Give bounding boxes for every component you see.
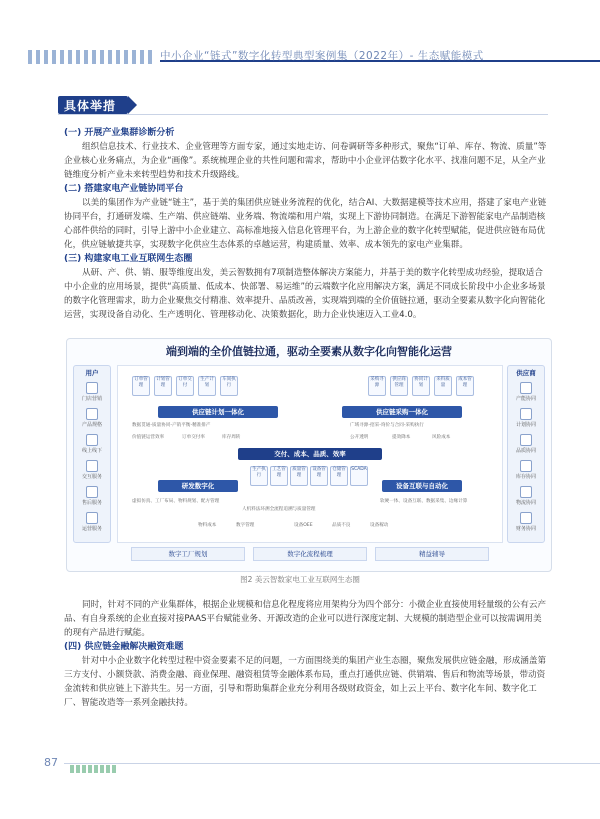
diagram-note: 数字管理 bbox=[236, 523, 255, 528]
quality-icon bbox=[520, 434, 532, 446]
bottom-service-2: 数字化流程梳理 bbox=[253, 547, 367, 561]
module-box: 采购寻源 bbox=[368, 376, 386, 396]
procure-integration-pill: 供应链采购一体化 bbox=[342, 406, 462, 418]
module-box: 计划管理 bbox=[154, 376, 172, 396]
aftersale-icon bbox=[86, 486, 98, 498]
diagram-note: 数据贯通-质量协同-产销平衡-精准排产 bbox=[132, 423, 211, 428]
diagram-note: 设备OEE bbox=[294, 523, 313, 528]
supplier-lane-item: 财务协同 bbox=[514, 512, 538, 532]
supplier-lane-item: 品质协同 bbox=[514, 434, 538, 454]
module-box: 生产执行 bbox=[250, 466, 268, 486]
plan-integration-pill: 供应链计划一体化 bbox=[158, 406, 278, 418]
supplier-lane bbox=[507, 365, 545, 543]
inventory-icon bbox=[520, 460, 532, 472]
ecosystem-diagram bbox=[66, 338, 552, 572]
paragraph-2: 以美的集团作为产业链“链主”，基于美的集团供应链业务流程的优化，结合AI、大数据建模等技术应用，搭建了家电产业链协同平台，打通研发端、生产端、供应链端、业务端、物流端和用户端，实现上下游协同制造。在满足下游智能家电产品制造核心部件供给的同时，引导上游中小企业建立、高标准地接入信息化管理平台，为上游企业的数字化转型赋能，促进供应链布局优化，供应链敏捷共享，实现数字化供应生态体系的卓越运营，构建质量、效率、成本领先的家电产业集群。 bbox=[64, 198, 547, 250]
header-title: 中小企业“链式”数字化转型典型案例集（2022年）- 生态赋能模式 bbox=[160, 50, 484, 62]
finance-icon bbox=[520, 512, 532, 524]
module-box: 设备管理 bbox=[310, 466, 328, 486]
paragraph-5: 针对中小企业数字化转型过程中资金要素不足的问题，一方面围绕美的集团产业生态圈，聚焦发展供应链金融，形成涵盖第三方支付、小额贷款、消费金融、商业保理、融资租赁等金融体系布局，重点打通供应链、供销端、售后和物流等场景，带动资金流转和供应链上下游共生。另一方面，引导和帮助集群企业充分利用各级财政资金，如上云上平台、数字化车间、数字化工厂、智能改造等一系列金融扶持。 bbox=[64, 656, 547, 708]
module-box: 协同计划 bbox=[412, 376, 430, 396]
module-box: SCADA bbox=[350, 466, 368, 486]
diagram-note: 人机料法环测全流程追溯与质量管理 bbox=[242, 507, 316, 512]
user-lane-item: 门店营销 bbox=[80, 382, 104, 402]
user-lane bbox=[73, 365, 111, 543]
diagram-note: 软硬一体、设备互联、数据采集、边缘计算 bbox=[380, 499, 468, 504]
diagram-note: 公开透明 bbox=[350, 435, 369, 440]
diagram-note: 提效降本 bbox=[392, 435, 411, 440]
supplier-lane-item: 产能协同 bbox=[514, 382, 538, 402]
diagram-note: 价值链运营效率 bbox=[132, 435, 165, 440]
section-divider bbox=[58, 114, 548, 115]
module-box: 生产计划 bbox=[198, 376, 216, 396]
footer-decoration bbox=[70, 758, 118, 777]
lower-text-block bbox=[64, 598, 550, 710]
diagram-note: 风险成本 bbox=[432, 435, 451, 440]
user-lane-item: 产品规格 bbox=[80, 408, 104, 428]
diagram-title: 端到端的全价值链拉通，驱动全要素从数字化向智能化运营 bbox=[166, 345, 452, 358]
diagram-note: 物料成本 bbox=[198, 523, 217, 528]
supplier-lane-item: 物流协同 bbox=[514, 486, 538, 506]
iot-automation-pill: 设备互联与自动化 bbox=[382, 480, 462, 492]
supplier-lane-item: 库存协同 bbox=[514, 460, 538, 480]
subsection-1-heading: (一) 开展产业集群诊断分析 bbox=[64, 128, 175, 138]
supplier-lane-title: 供应商 bbox=[516, 369, 536, 377]
user-lane-title: 用户 bbox=[85, 369, 99, 377]
module-box: 质量管理 bbox=[290, 466, 308, 486]
diagram-note: 品质不良 bbox=[332, 523, 351, 528]
bottom-service-1: 数字工厂规划 bbox=[131, 547, 245, 561]
subsection-4-heading: (四) 供应链金融解决融资难题 bbox=[64, 642, 184, 652]
user-lane-item: 运营服务 bbox=[80, 512, 104, 532]
service-icon bbox=[86, 460, 98, 472]
diagram-note: 库存周转 bbox=[222, 435, 241, 440]
online-icon bbox=[86, 434, 98, 446]
logistics-icon bbox=[520, 486, 532, 498]
diagram-note: 虚拟仿真、工厂布局、物料规划、配方管理 bbox=[132, 499, 220, 504]
section-tag bbox=[58, 96, 140, 114]
page-number: 87 bbox=[44, 756, 58, 769]
section-tag-label: 具体举措 bbox=[64, 99, 117, 113]
module-box: 供应商管理 bbox=[390, 376, 408, 396]
upper-text-block bbox=[64, 126, 550, 322]
module-box: 成本管理 bbox=[456, 376, 474, 396]
paragraph-1: 组织信息技术、行业技术、企业管理等方面专家，通过实地走访、问卷调研等多种形式，聚焦“订单、库存、物流、质量”等企业核心业务痛点，为企业“画像”。系统梳理企业的共性问题和需求，帮助中小企业评估数字化水平、找准问题不足，从全产业链维度分析产业未来转型趋势和技术升级路线。 bbox=[64, 142, 547, 180]
operation-icon bbox=[86, 512, 98, 524]
module-box: 订单管理 bbox=[132, 376, 150, 396]
paragraph-4: 同时，针对不同的产业集群体，根据企业规模和信息化程度将应用架构分为四个部分：小微企业直接使用轻量级的公有云产品、有自身系统的企业直接对接PAAS平台赋能业务、开源改造的企业可以进行深度定制、大规模的制造型企业可以按需调用美的现有产品进行赋能。 bbox=[64, 600, 547, 638]
diagram-note: 广域寻源-招采-询价与合同-采购执行 bbox=[350, 423, 424, 428]
product-icon bbox=[86, 408, 98, 420]
module-box: 来料质量 bbox=[434, 376, 452, 396]
paragraph-3: 从研、产、供、销、服等维度出发，美云智数拥有7项制造整体解决方案能力，并基于美的数字化转型成功经验，提取适合中小企业的应用场景，提供“高质量、低成本、快部署、易运维”的云端数字化应用解决方案，满足不同成长阶段中小企业多场景的数字化管理需求，助力企业聚焦交付精准、效率提升、品质改善，实现端到端的全价值链拉通，驱动全要素从数字化向智能化运营，实现设备自动化、生产透明化、管理移动化、决策数据化，助力企业快速迈入工业4.0。 bbox=[64, 268, 546, 320]
header-decoration bbox=[0, 46, 160, 68]
module-box: 车间执行 bbox=[220, 376, 238, 396]
supplier-lane-item: 计划协同 bbox=[514, 408, 538, 428]
user-lane-item: 线上线下 bbox=[80, 434, 104, 454]
module-box: 工艺管理 bbox=[270, 466, 288, 486]
subsection-2-heading: (二) 搭建家电产业链协同平台 bbox=[64, 184, 184, 194]
bottom-service-3: 精益辅导 bbox=[375, 547, 489, 561]
module-box: 订单交付 bbox=[176, 376, 194, 396]
module-box: 仓储管理 bbox=[330, 466, 348, 486]
footer-rule bbox=[64, 763, 600, 764]
store-icon bbox=[86, 382, 98, 394]
diagram-note: 设备稼动 bbox=[370, 523, 389, 528]
capacity-icon bbox=[520, 382, 532, 394]
rd-digital-pill: 研发数字化 bbox=[158, 480, 238, 492]
plan-icon bbox=[520, 408, 532, 420]
core-value-pill: 交付、成本、品质、效率 bbox=[238, 448, 382, 460]
user-lane-item: 售后服务 bbox=[80, 486, 104, 506]
diagram-note: 订单交付率 bbox=[182, 435, 205, 440]
subsection-3-heading: (三) 构建家电工业互联网生态圈 bbox=[64, 254, 193, 264]
page-header bbox=[0, 46, 600, 68]
user-lane-item: 交互服务 bbox=[80, 460, 104, 480]
diagram-core bbox=[117, 365, 503, 543]
figure-caption: 图2 美云智数家电工业互联网生态圈 bbox=[240, 575, 360, 584]
